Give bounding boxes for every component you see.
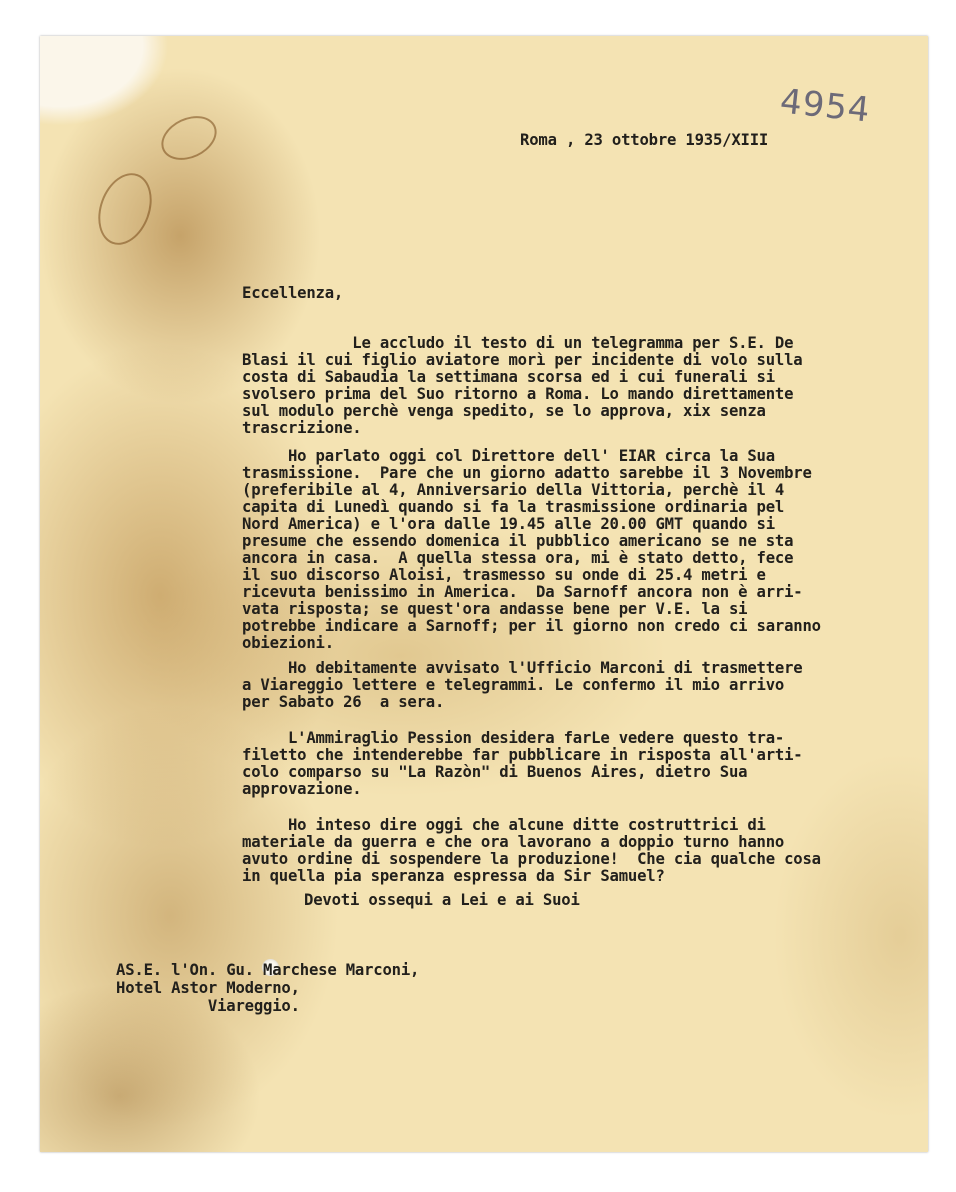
address-line-3: Viareggio. bbox=[116, 997, 300, 1015]
address-line-1: AS.E. l'On. Gu. Marchese Marconi, bbox=[116, 961, 420, 979]
date-line: Roma , 23 ottobre 1935/XIII bbox=[520, 131, 769, 149]
closing: Devoti ossequi a Lei e ai Suoi bbox=[304, 891, 580, 909]
paragraph-telegram: Le accludo il testo di un telegramma per S.E. De Blasi il cui figlio aviatore morì per incidente di volo sulla costa di Sabaudia la settimana scorsa ed i cui funerali si svolsero prima del Suo ritorno a Roma. Lo mando direttamente sul modulo perchè venga spedito, se lo approva, xix senza trascrizione. bbox=[242, 334, 803, 437]
paragraph-war-material: Ho inteso dire oggi che alcune ditte costruttrici di materiale da guerra e che ora lavorano a doppio turno hanno avuto ordine di sospendere la produzione! Che cia qualche cosa in quella pia speranza espressa da Sir Samuel? bbox=[242, 816, 821, 885]
paragraph-marconi-office: Ho debitamente avvisato l'Ufficio Marconi di trasmettere a Viareggio lettere e telegrammi. Le confermo il mio arrivo per Sabato 26 a sera. bbox=[242, 659, 803, 711]
paragraph-pession: L'Ammiraglio Pession desidera farLe vedere questo tra- filetto che intenderebbe far pubblicare in risposta all'arti- colo comparso su "La Razòn" di Buenos Aires, dietro Sua approvazione. bbox=[242, 729, 803, 798]
archive-number: 4954 bbox=[778, 81, 873, 131]
paragraph-broadcast: Ho parlato oggi col Direttore dell' EIAR circa la Sua trasmissione. Pare che un giorno adatto sarebbe il 3 Novembre (preferibile al 4, Anniversario della Vittoria, perchè il 4 capita di Lunedì quando si fa la trasmissione ordinaria pel Nord America) e l'ora dalle 19.45 alle 20.00 GMT quando si presume che essendo domenica il pubblico americano se ne sta ancora in casa. A quella stessa ora, mi è stato detto, fece il suo discorso Aloisi, trasmesso su onde di 25.4 metri e ricevuta benissimo in America. Da Sarnoff ancora non è arri- vata risposta; se quest'ora andasse bene per V.E. la si potrebbe indicare a Sarnoff; per il giorno non credo ci saranno obiezioni. bbox=[242, 447, 821, 652]
address-line-2: Hotel Astor Moderno, bbox=[116, 979, 300, 997]
salutation: Eccellenza, bbox=[242, 284, 344, 302]
